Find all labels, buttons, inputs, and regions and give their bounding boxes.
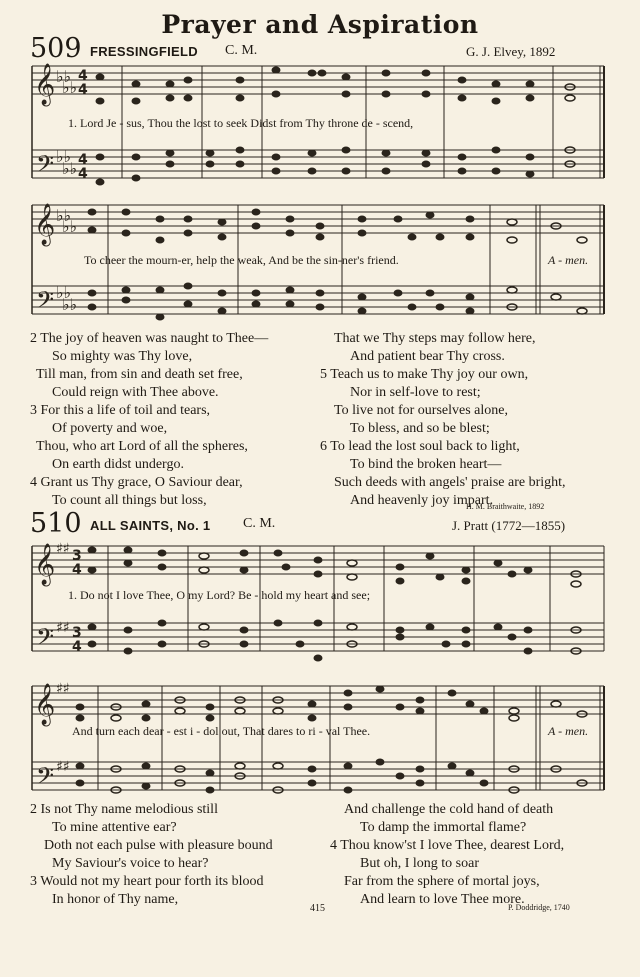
svg-text:♯♯: ♯♯ (56, 759, 70, 775)
svg-text:3: 3 (72, 625, 82, 641)
tune-name: ALL SAINTS, No. 1 (90, 518, 211, 533)
treble-clef-icon: 𝄞 (34, 204, 56, 245)
svg-text:4: 4 (78, 152, 88, 168)
svg-text:3: 3 (72, 548, 82, 564)
svg-text:4: 4 (78, 166, 88, 182)
verse-line: Far from the sphere of mortal joys, (344, 874, 540, 889)
svg-text:♭♭: ♭♭ (62, 78, 78, 97)
bass-clef-icon: 𝄢 (36, 762, 55, 795)
verse-line: So mighty was Thy love, (52, 349, 193, 364)
author: H. M. Braithwaite, 1892 (466, 502, 545, 511)
page-number: 415 (310, 903, 325, 914)
svg-text:♭♭: ♭♭ (56, 67, 72, 86)
verse-line: My Saviour's voice to hear? (52, 856, 209, 871)
verse-line: And learn to love Thee more. (360, 892, 525, 907)
bass-clef-icon: 𝄢 (36, 150, 55, 183)
svg-text:♯♯: ♯♯ (56, 620, 70, 636)
svg-text:♭♭: ♭♭ (62, 295, 78, 314)
bass-clef-icon: 𝄢 (36, 286, 55, 319)
verse-line: And patient bear Thy cross. (350, 349, 505, 364)
svg-text:♭♭: ♭♭ (56, 147, 72, 166)
svg-text:4: 4 (78, 82, 88, 98)
verse-line: 2 Is not Thy name melodious still (30, 802, 218, 817)
bass-clef-icon: 𝄢 (36, 623, 55, 656)
verse-line: To live not for ourselves alone, (334, 403, 508, 418)
verse-line: 3 For this a life of toil and tears, (30, 403, 211, 418)
svg-text:4: 4 (72, 639, 82, 655)
meter: C. M. (243, 516, 276, 531)
treble-clef-icon: 𝄞 (34, 544, 56, 585)
verse-line: To damp the immortal flame? (360, 820, 527, 835)
treble-clef-icon: 𝄞 (34, 64, 56, 105)
svg-text:♯♯: ♯♯ (56, 681, 70, 697)
lyrics-line-2: To cheer the mourn-er, help the weak, And be the sin-ner's friend. (84, 253, 399, 267)
verse-line: 4 Grant us Thy grace, O Saviour dear, (30, 475, 243, 490)
svg-text:♭♭: ♭♭ (56, 283, 72, 302)
verse-line: To mine attentive ear? (52, 820, 177, 835)
amen: A - men. (548, 724, 589, 738)
verse-line: 6 To lead the lost soul back to light, (320, 439, 520, 454)
verse-line: To bless, and so be blest; (350, 421, 490, 436)
verse-line: To count all things but loss, (52, 493, 207, 508)
svg-text:4: 4 (72, 562, 82, 578)
composer: J. Pratt (1772—1855) (452, 518, 566, 533)
treble-clef-icon: 𝄞 (34, 684, 56, 725)
verses-left-510 (30, 801, 330, 909)
hymn-number: 509 (30, 33, 82, 64)
svg-text:♭♭: ♭♭ (62, 217, 78, 236)
verse-line: On earth didst undergo. (52, 457, 184, 472)
lyrics-line-1: 1. Do not I love Thee, O my Lord? Be - hold my heart and see; (68, 588, 371, 602)
verse-line: To bind the broken heart— (350, 457, 502, 472)
verse-line: That we Thy steps may follow here, (334, 331, 536, 346)
svg-text:♯♯: ♯♯ (56, 541, 70, 557)
verse-line: 4 Thou know'st I love Thee, dearest Lord, (330, 838, 565, 853)
lyrics-line-1: 1. Lord Je - sus, Thou the lost to seek Didst from Thy throne de - scend, (68, 116, 414, 130)
composer: G. J. Elvey, 1892 (466, 44, 556, 59)
verse-line: Till man, from sin and death set free, (36, 367, 243, 382)
hymn-number: 510 (30, 508, 82, 539)
verse-line: 5 Teach us to make Thy joy our own, (320, 367, 529, 382)
verse-line: Nor in self-love to rest; (350, 385, 481, 400)
verse-line: 2 The joy of heaven was naught to Thee— (30, 331, 269, 346)
verse-line: Of poverty and woe, (52, 421, 168, 436)
verse-line: But oh, I long to soar (360, 856, 479, 871)
svg-text:4: 4 (78, 68, 88, 84)
lyrics-line-2: And turn each dear - est i - dol out, That dares to ri - val Thee. (72, 724, 371, 738)
svg-text:♭♭: ♭♭ (56, 206, 72, 225)
author: P. Doddridge, 1740 (508, 903, 570, 912)
verse-line: Could reign with Thee above. (52, 385, 219, 400)
verse-line: And challenge the cold hand of death (344, 802, 554, 817)
verse-line: And heavenly joy impart. (350, 493, 494, 508)
verse-line: Doth not each pulse with pleasure bound (44, 838, 273, 853)
verse-line: 3 Would not my heart pour forth its blood (30, 874, 264, 889)
verse-line: Thou, who art Lord of all the spheres, (36, 439, 248, 454)
verse-line: Such deeds with angels' praise are bright, (334, 475, 566, 490)
meter: C. M. (225, 43, 258, 58)
verses-right-510 (330, 801, 634, 909)
svg-text:♭♭: ♭♭ (62, 159, 78, 178)
amen: A - men. (548, 253, 589, 267)
verse-line: In honor of Thy name, (52, 892, 179, 907)
page-title: Prayer and Aspiration (161, 10, 479, 39)
tune-name: FRESSINGFIELD (90, 44, 198, 59)
